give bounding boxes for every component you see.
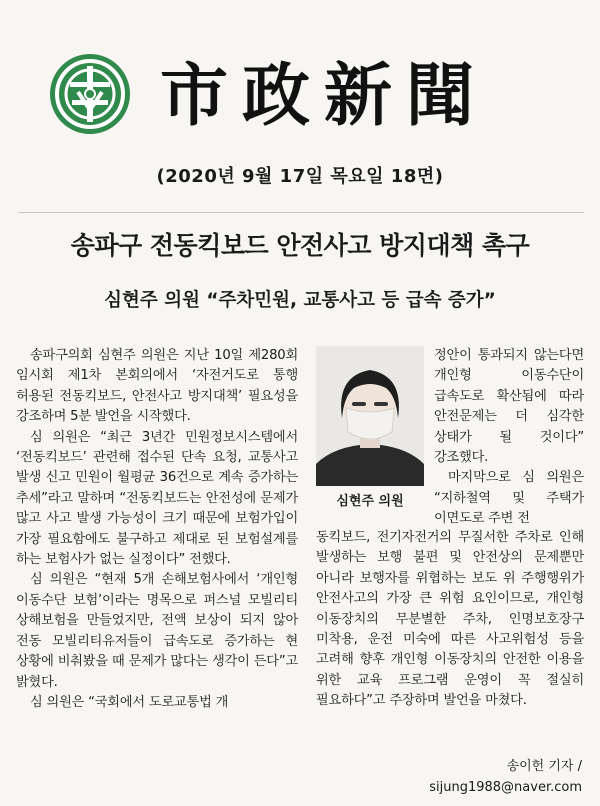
article-column-right-bottom [316,528,584,758]
article-paragraph: 송파구의회 심현주 의원은 지난 10일 제280회 임시회 제1차 본회의에서 ‘자전거도로 통행 허용된 전동킥보드, 안전사고 방지대책’ 필요성을 강조하며 5분 발언을 시작했다. [16,348,298,425]
article-column-left [16,346,298,806]
article-paragraph: 마지막으로 심 의원은 “지하철역 및 주택가 이면도로 주변 전 [434,470,584,527]
article-paragraph: 심 의원은 “최근 3년간 민원정보시스템에서 ‘전동킥보드’ 관련해 접수된 단속 요청, 교통사고 발생 신고 민원이 월평균 36건으로 계속 증가하는 추세”라고 말하며 “전동킥보드는 안전성에 문제가 많고 사고 발생 가능성이 크기 때문에 보험가입이 가장 필요함에도 불구하고 제대로 된 보험설계를 하는 보험사가 없는 실정이다” 전했다. [16,429,298,568]
reporter-email: sijung1988@naver.com [429,780,582,795]
newspaper-name: 市政新聞 [160,56,489,136]
byline [429,756,582,798]
divider [18,212,584,213]
photo-caption: 심현주 의원 [336,494,404,509]
reporter-portrait-photo [316,346,424,486]
article-subheadline: 심현주 의원 “주차민원, 교통사고 등 급속 증가” [104,290,496,311]
article-column-right-top [434,346,584,528]
article-paragraph: 심 의원은 “현재 5개 손해보험사에서 ‘개인형 이동수단 보험’이라는 명목으로 퍼스널 모빌리티 상해보험을 만들었지만, 전액 보상이 되지 않아 전동 모빌리티유저들이 급속도로 증가하는 현 상황에 비춰봤을 때 문제가 많다는 생각이 든다”고 밝혔다. [16,572,298,690]
article-paragraph: 동킥보드, 전기자전거의 무질서한 주차로 인해 발생하는 보행 불편 및 안전상의 문제뿐만 아니라 보행자를 위협하는 보도 위 주행행위가 안전사고의 가장 큰 위험 요인이므로, 개인형 이동장치의 무분별한 주차, 인명보호장구 미착용, 운전 미숙에 따른 사고위험성 등을 고려해 향후 개인형 이동장치의 안전한 이용을 위한 교육 프로그램 운영이 꼭 절실히 필요하다”고 주장하며 발언을 마쳤다. [316,530,584,709]
masthead [0,0,600,150]
article-headline: 송파구 전동킥보드 안전사고 방지대책 촉구 [70,231,530,260]
reporter-name: 송이헌 기자 / [506,759,582,774]
issue-date-line: (2020년 9월 17일 목요일 18면) [156,166,444,187]
seal-emblem-icon [48,52,132,136]
article-paragraph: 심 의원은 “국회에서 도로교통법 개 [30,694,229,710]
article-paragraph: 정안이 통과되지 않는다면 개인형 이동수단이 급속도로 확산됨에 따라 안전문제는 더 심각한 상태가 될 것이다” 강조했다. [434,348,584,466]
